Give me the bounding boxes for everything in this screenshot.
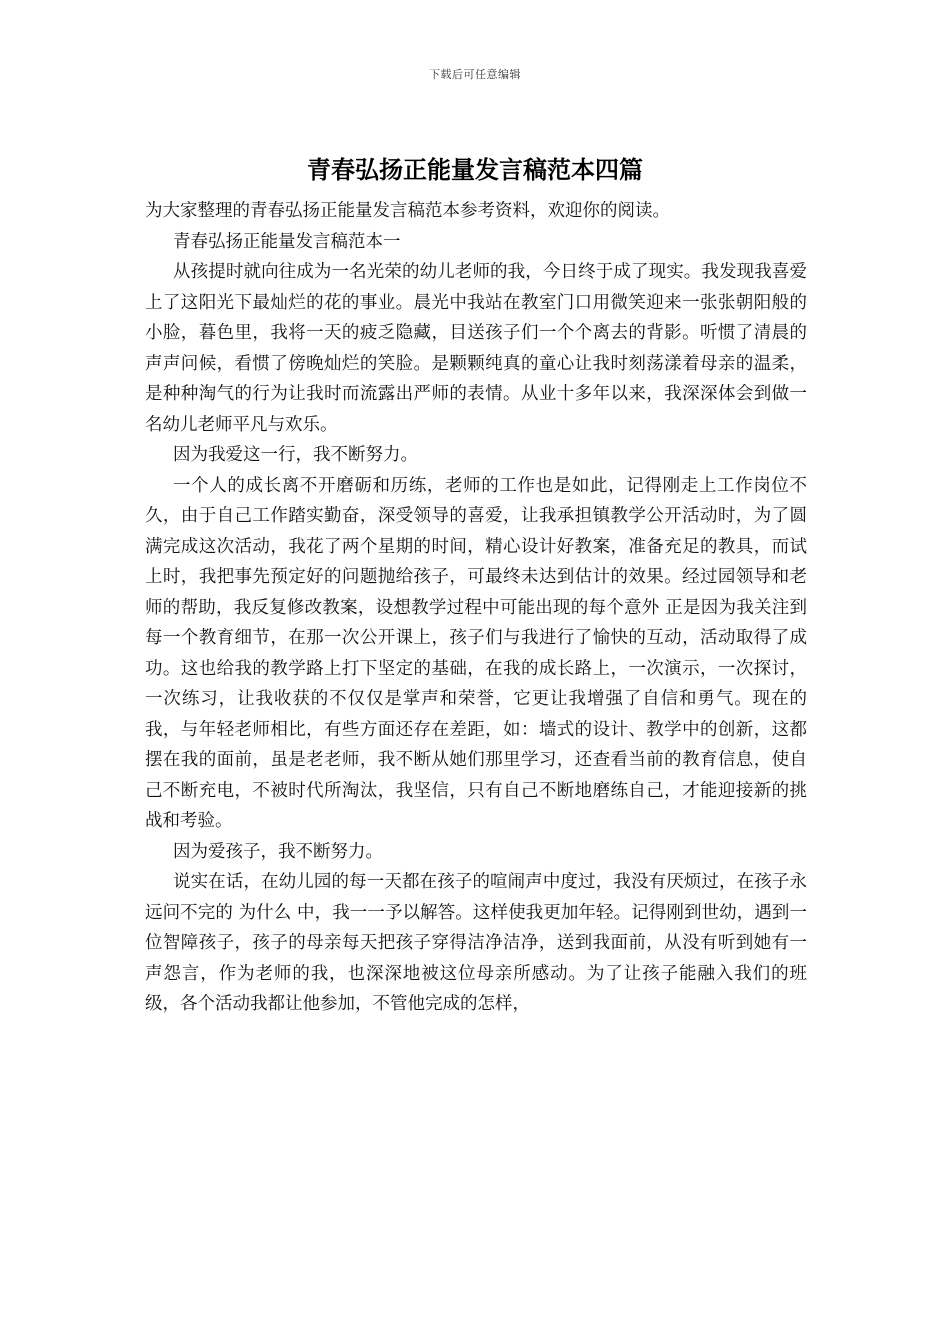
- body-paragraph: 因为我爱这一行，我不断努力。: [173, 445, 418, 465]
- document-title: 青春弘扬正能量发言稿范本四篇: [307, 155, 643, 184]
- body-paragraph: 一个人的成长离不开磨砺和历练，老师的工作也是如此，记得刚走上工作岗位不久，由于自己工作踏实勤奋，深受领导的喜爱，让我承担镇教学公开活动时，为了圆满完成这次活动，我花了两个星期的时间，精心设计好教案，准备充足的教具，而试上时，我把事先预定好的问题抛给孩子，可最终未达到估计的效果。经过园领导和老师的帮助，我反复修改教案，设想教学过程中可能出现的每个意外 正是因为我关注到每一个教育细节，在那一次公开课上，孩子们与我进行了愉快的互动，活动取得了成功。这也给我的教学路上打下坚定的基础，在我的成长路上，一次演示，一次探讨，一次练习，让我收获的不仅仅是掌声和荣誉，它更让我增强了自信和勇气。现在的我，与年轻老师相比，有些方面还存在差距，如：墙式的设计、教学中的创新，这都摆在我的面前，虽是老老师，我不断从她们那里学习，还查看当前的教育信息，使自己不断充电，不被时代所淘汰，我坚信，只有自己不断地磨练自己，才能迎接新的挑战和考验。: [145, 475, 807, 831]
- document-body: [145, 196, 807, 1020]
- intro-paragraph: 为大家整理的青春弘扬正能量发言稿范本参考资料，欢迎你的阅读。: [145, 201, 670, 221]
- body-paragraph: 说实在话，在幼儿园的每一天都在孩子的喧闹声中度过，我没有厌烦过，在孩子永远问不完的 为什么 中，我一一予以解答。这样使我更加年轻。记得刚到世幼，遇到一位智障孩子，孩子的母亲每天把孩子穿得洁净洁净，送到我面前，从没有听到她有一声怨言，作为老师的我，也深深地被这位母亲所感动。为了让孩子能融入我们的班级，各个活动我都让他参加，不管他完成的怎样，: [145, 872, 807, 1014]
- body-paragraph: 因为爱孩子，我不断努力。: [173, 841, 383, 862]
- section-heading: 青春弘扬正能量发言稿范本一: [173, 231, 401, 252]
- body-paragraph: 从孩提时就向往成为一名光荣的幼儿老师的我，今日终于成了现实。我发现我喜爱上了这阳光下最灿烂的花的事业。晨光中我站在教室门口用微笑迎来一张张朝阳般的小脸，暮色里，我将一天的疲乏隐藏，目送孩子们一个个离去的背影。听惯了清晨的声声问候，看惯了傍晚灿烂的笑脸。是颗颗纯真的童心让我时刻荡漾着母亲的温柔，是种种淘气的行为让我时而流露出严师的表情。从业十多年以来，我深深体会到做一名幼儿老师平凡与欢乐。: [145, 262, 807, 435]
- header-note: 下载后可任意编辑: [429, 68, 521, 81]
